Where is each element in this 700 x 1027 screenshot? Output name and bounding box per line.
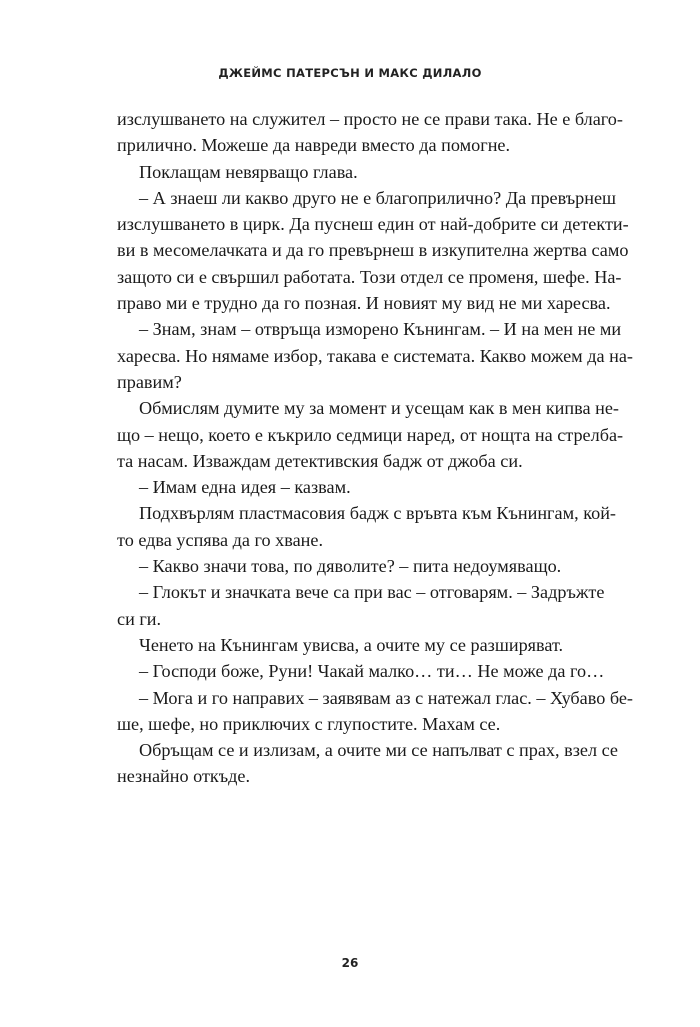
- text-line: – Господи боже, Руни! Чакай малко… ти… Не може да го…: [139, 661, 605, 682]
- text-line: изслушването на служител – просто не се прави така. Не е благо-: [117, 109, 623, 129]
- text-line: – Глокът и значката вече са при вас – отговарям. – Задръжте: [139, 582, 605, 603]
- running-header: ДЖЕЙМС ПАТЕРСЪН И МАКС ДИЛАЛО: [218, 66, 482, 80]
- body-text: [117, 106, 633, 790]
- text-line: то едва успява да го хване.: [117, 529, 324, 550]
- text-line: що – нещо, което е къкрило седмици наред, от нощта на стрелба-: [117, 424, 624, 445]
- text-line: – Какво значи това, по дяволите? – пита недоумяващо.: [139, 556, 562, 577]
- text-line: право ми е трудно да го позная. И новият му вид не ми харесва.: [117, 293, 611, 314]
- text-line: Подхвърлям пластмасовия бадж с връвта към Кънингам, кой-: [139, 503, 616, 524]
- text-line: правим?: [117, 371, 182, 392]
- text-line: незнайно откъде.: [117, 766, 251, 787]
- text-line: изслушването в цирк. Да пуснеш един от най-добрите си детекти-: [117, 214, 629, 235]
- page-number: 26: [341, 956, 359, 970]
- text-line: – Знам, знам – отвръща изморено Кънингам. – И на мен не ми: [139, 319, 622, 340]
- text-line: Обръщам се и излизам, а очите ми се напълват с прах, взел се: [139, 740, 618, 761]
- text-line: харесва. Но нямаме избор, такава е системата. Какво можем да на-: [117, 345, 633, 366]
- text-line: защото си е свършил работата. Този отдел се променя, шефе. На-: [117, 266, 622, 287]
- text-line: Обмислям думите му за момент и усещам как в мен кипва не-: [139, 398, 619, 419]
- text-line: Ченето на Кънингам увисва, а очите му се разширяват.: [139, 634, 564, 655]
- text-line: ви в месомелачката и да го превърнеш в изкупителна жертва само: [117, 240, 629, 261]
- text-line: си ги.: [117, 608, 162, 629]
- text-line: – А знаеш ли какво друго не е благоприлично? Да превърнеш: [139, 187, 617, 208]
- text-line: прилично. Можеше да навреди вместо да помогне.: [117, 135, 511, 156]
- text-line: – Имам една идея – казвам.: [139, 477, 351, 498]
- text-line: Поклащам невярващо глава.: [139, 161, 358, 182]
- text-line: ше, шефе, но приключих с глупостите. Махам се.: [117, 713, 501, 734]
- text-line: – Мога и го направих – заявявам аз с натежал глас. – Хубаво бе-: [139, 687, 633, 708]
- text-line: та насам. Изваждам детективския бадж от джоба си.: [117, 450, 523, 471]
